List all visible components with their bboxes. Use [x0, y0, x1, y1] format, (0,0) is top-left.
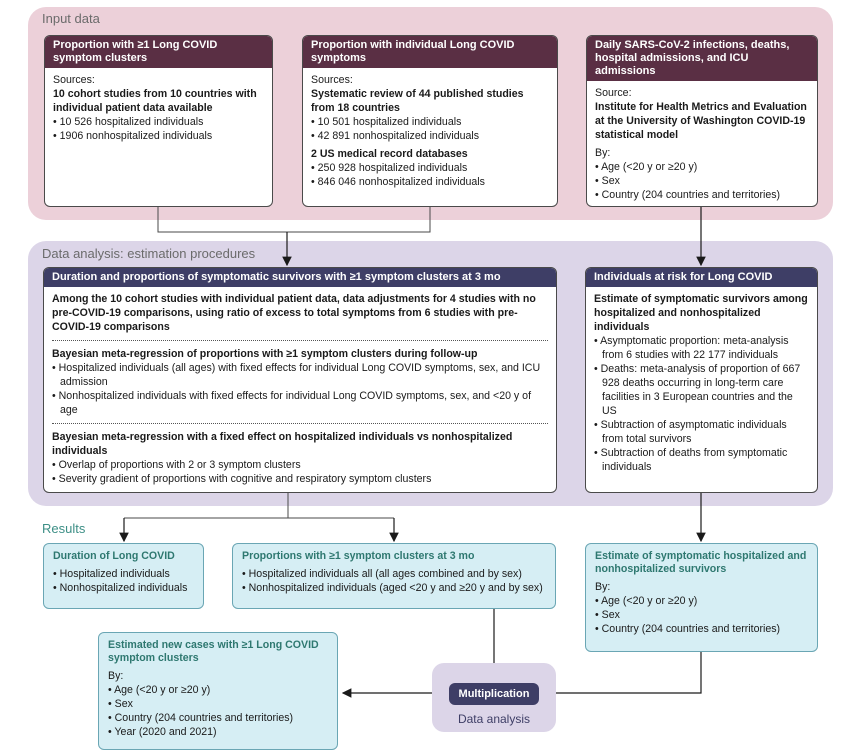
- input-box-2-bullet: • 846 046 nonhospitalized individuals: [311, 175, 549, 189]
- result-estimate-bullet: • Sex: [595, 608, 808, 622]
- result-box-estimate-survivors: [585, 543, 818, 652]
- analysis-risk-bullet: • Subtraction of asymptomatic individuals from total survivors: [594, 418, 809, 446]
- result-box-new-cases: [98, 632, 338, 750]
- input-box-2-source: Systematic review of 44 published studies from 18 countries: [311, 88, 524, 114]
- input-box-2-source-2: 2 US medical record databases: [311, 148, 468, 160]
- input-box-2-bullet: • 42 891 nonhospitalized individuals: [311, 129, 549, 143]
- analysis-main-bullet: • Nonhospitalized individuals with fixed effects for individual Long COVID symptoms, sex, and <20 y of age: [52, 389, 548, 417]
- result-estimate-by-label: By:: [595, 581, 611, 593]
- analysis-risk-heading: Estimate of symptomatic survivors among hospitalized and nonhospitalized individuals: [594, 293, 808, 333]
- input-box-3-sources-label: Source:: [595, 87, 632, 99]
- input-box-2-bullet: • 250 928 hospitalized individuals: [311, 161, 549, 175]
- result-new-cases-bullet: • Year (2020 and 2021): [108, 725, 328, 739]
- results-section-label: Results: [42, 521, 86, 536]
- divider: [52, 340, 548, 341]
- result-new-cases-by-label: By:: [108, 670, 124, 682]
- result-duration-title: Duration of Long COVID: [53, 550, 175, 562]
- input-box-symptom-clusters: [44, 35, 273, 207]
- result-estimate-title: Estimate of symptomatic hospitalized and nonhospitalized survivors: [595, 550, 807, 575]
- input-box-1-bullet: • 1906 nonhospitalized individuals: [53, 129, 264, 143]
- result-duration-bullet: • Hospitalized individuals: [53, 567, 194, 581]
- input-box-1-source: 10 cohort studies from 10 countries with individual patient data available: [53, 88, 257, 114]
- analysis-main-bullet: • Overlap of proportions with 2 or 3 symptom clusters: [52, 458, 548, 472]
- result-new-cases-bullet: • Age (<20 y or ≥20 y): [108, 683, 328, 697]
- result-box-proportions: [232, 543, 556, 609]
- result-duration-bullet: • Nonhospitalized individuals: [53, 581, 194, 595]
- analysis-risk-bullet: • Asymptomatic proportion: meta-analysis from 6 studies with 22 177 individuals: [594, 334, 809, 362]
- input-box-1-bullet: • 10 526 hospitalized individuals: [53, 115, 264, 129]
- multiplication-node: Multiplication: [449, 683, 539, 705]
- analysis-main-bullet: • Severity gradient of proportions with cognitive and respiratory symptom clusters: [52, 472, 548, 486]
- result-estimate-bullet: • Age (<20 y or ≥20 y): [595, 594, 808, 608]
- input-box-1-title: Proportion with ≥1 Long COVID symptom clusters: [45, 36, 272, 68]
- input-box-3-by-label: By:: [595, 147, 611, 159]
- analysis-risk-bullet: • Deaths: meta-analysis of proportion of 667 928 deaths occurring in long-term care facilities in 3 European countries and the US: [594, 362, 809, 418]
- input-box-3-bullet: • Age (<20 y or ≥20 y): [595, 160, 809, 174]
- input-box-2-sources-label: Sources:: [311, 74, 353, 86]
- result-proportions-bullet: • Nonhospitalized individuals (aged <20 y and ≥20 y and by sex): [242, 581, 546, 595]
- analysis-main-para: Among the 10 cohort studies with individual patient data, data adjustments for 4 studies with no pre-COVID-19 comparisons, using ratio of excess to total symptoms from 6 studies with pre-COVID-19 comparisons: [52, 293, 536, 333]
- analysis-section-label: Data analysis: estimation procedures: [42, 246, 256, 261]
- arrow-estimate-to-multiplication: [545, 652, 701, 693]
- result-box-duration: [43, 543, 204, 609]
- result-estimate-bullet: • Country (204 countries and territories): [595, 622, 808, 636]
- result-new-cases-title: Estimated new cases with ≥1 Long COVID symptom clusters: [108, 639, 319, 664]
- analysis-box-at-risk: [585, 267, 818, 493]
- input-box-2-bullet: • 10 501 hospitalized individuals: [311, 115, 549, 129]
- divider: [52, 423, 548, 424]
- input-box-3-bullet: • Country (204 countries and territories): [595, 188, 809, 202]
- input-box-2-title: Proportion with individual Long COVID symptoms: [303, 36, 557, 68]
- result-proportions-bullet: • Hospitalized individuals all (all ages combined and by sex): [242, 567, 546, 581]
- analysis-main-title: Duration and proportions of symptomatic survivors with ≥1 symptom clusters at 3 mo: [44, 268, 556, 287]
- input-box-3-source: Institute for Health Metrics and Evaluation at the University of Washington COVID-19 statistical model: [595, 101, 807, 141]
- input-box-3-title: Daily SARS-CoV-2 infections, deaths, hospital admissions, and ICU admissions: [587, 36, 817, 81]
- analysis-box-duration-proportions: [43, 267, 557, 493]
- connector-input-to-analysis: [158, 207, 430, 232]
- multiplication-caption: Data analysis: [457, 712, 531, 726]
- connector-analysis-to-results: [124, 493, 394, 518]
- analysis-risk-title: Individuals at risk for Long COVID: [586, 268, 817, 287]
- input-section-label: Input data: [42, 11, 100, 26]
- input-box-individual-symptoms: [302, 35, 558, 207]
- analysis-risk-bullet: • Subtraction of deaths from symptomatic individuals: [594, 446, 809, 474]
- input-box-3-bullet: • Sex: [595, 174, 809, 188]
- result-proportions-title: Proportions with ≥1 symptom clusters at 3 mo: [242, 550, 475, 562]
- result-new-cases-bullet: • Country (204 countries and territories): [108, 711, 328, 725]
- analysis-main-heading-3: Bayesian meta-regression with a fixed effect on hospitalized individuals vs nonhospitalized individuals: [52, 431, 513, 457]
- input-box-ihme-model: [586, 35, 818, 207]
- result-new-cases-bullet: • Sex: [108, 697, 328, 711]
- input-box-1-sources-label: Sources:: [53, 74, 95, 86]
- analysis-main-bullet: • Hospitalized individuals (all ages) with fixed effects for individual Long COVID symptoms, sex, and ICU admission: [52, 361, 548, 389]
- analysis-main-heading-2: Bayesian meta-regression of proportions with ≥1 symptom clusters during follow-up: [52, 348, 478, 360]
